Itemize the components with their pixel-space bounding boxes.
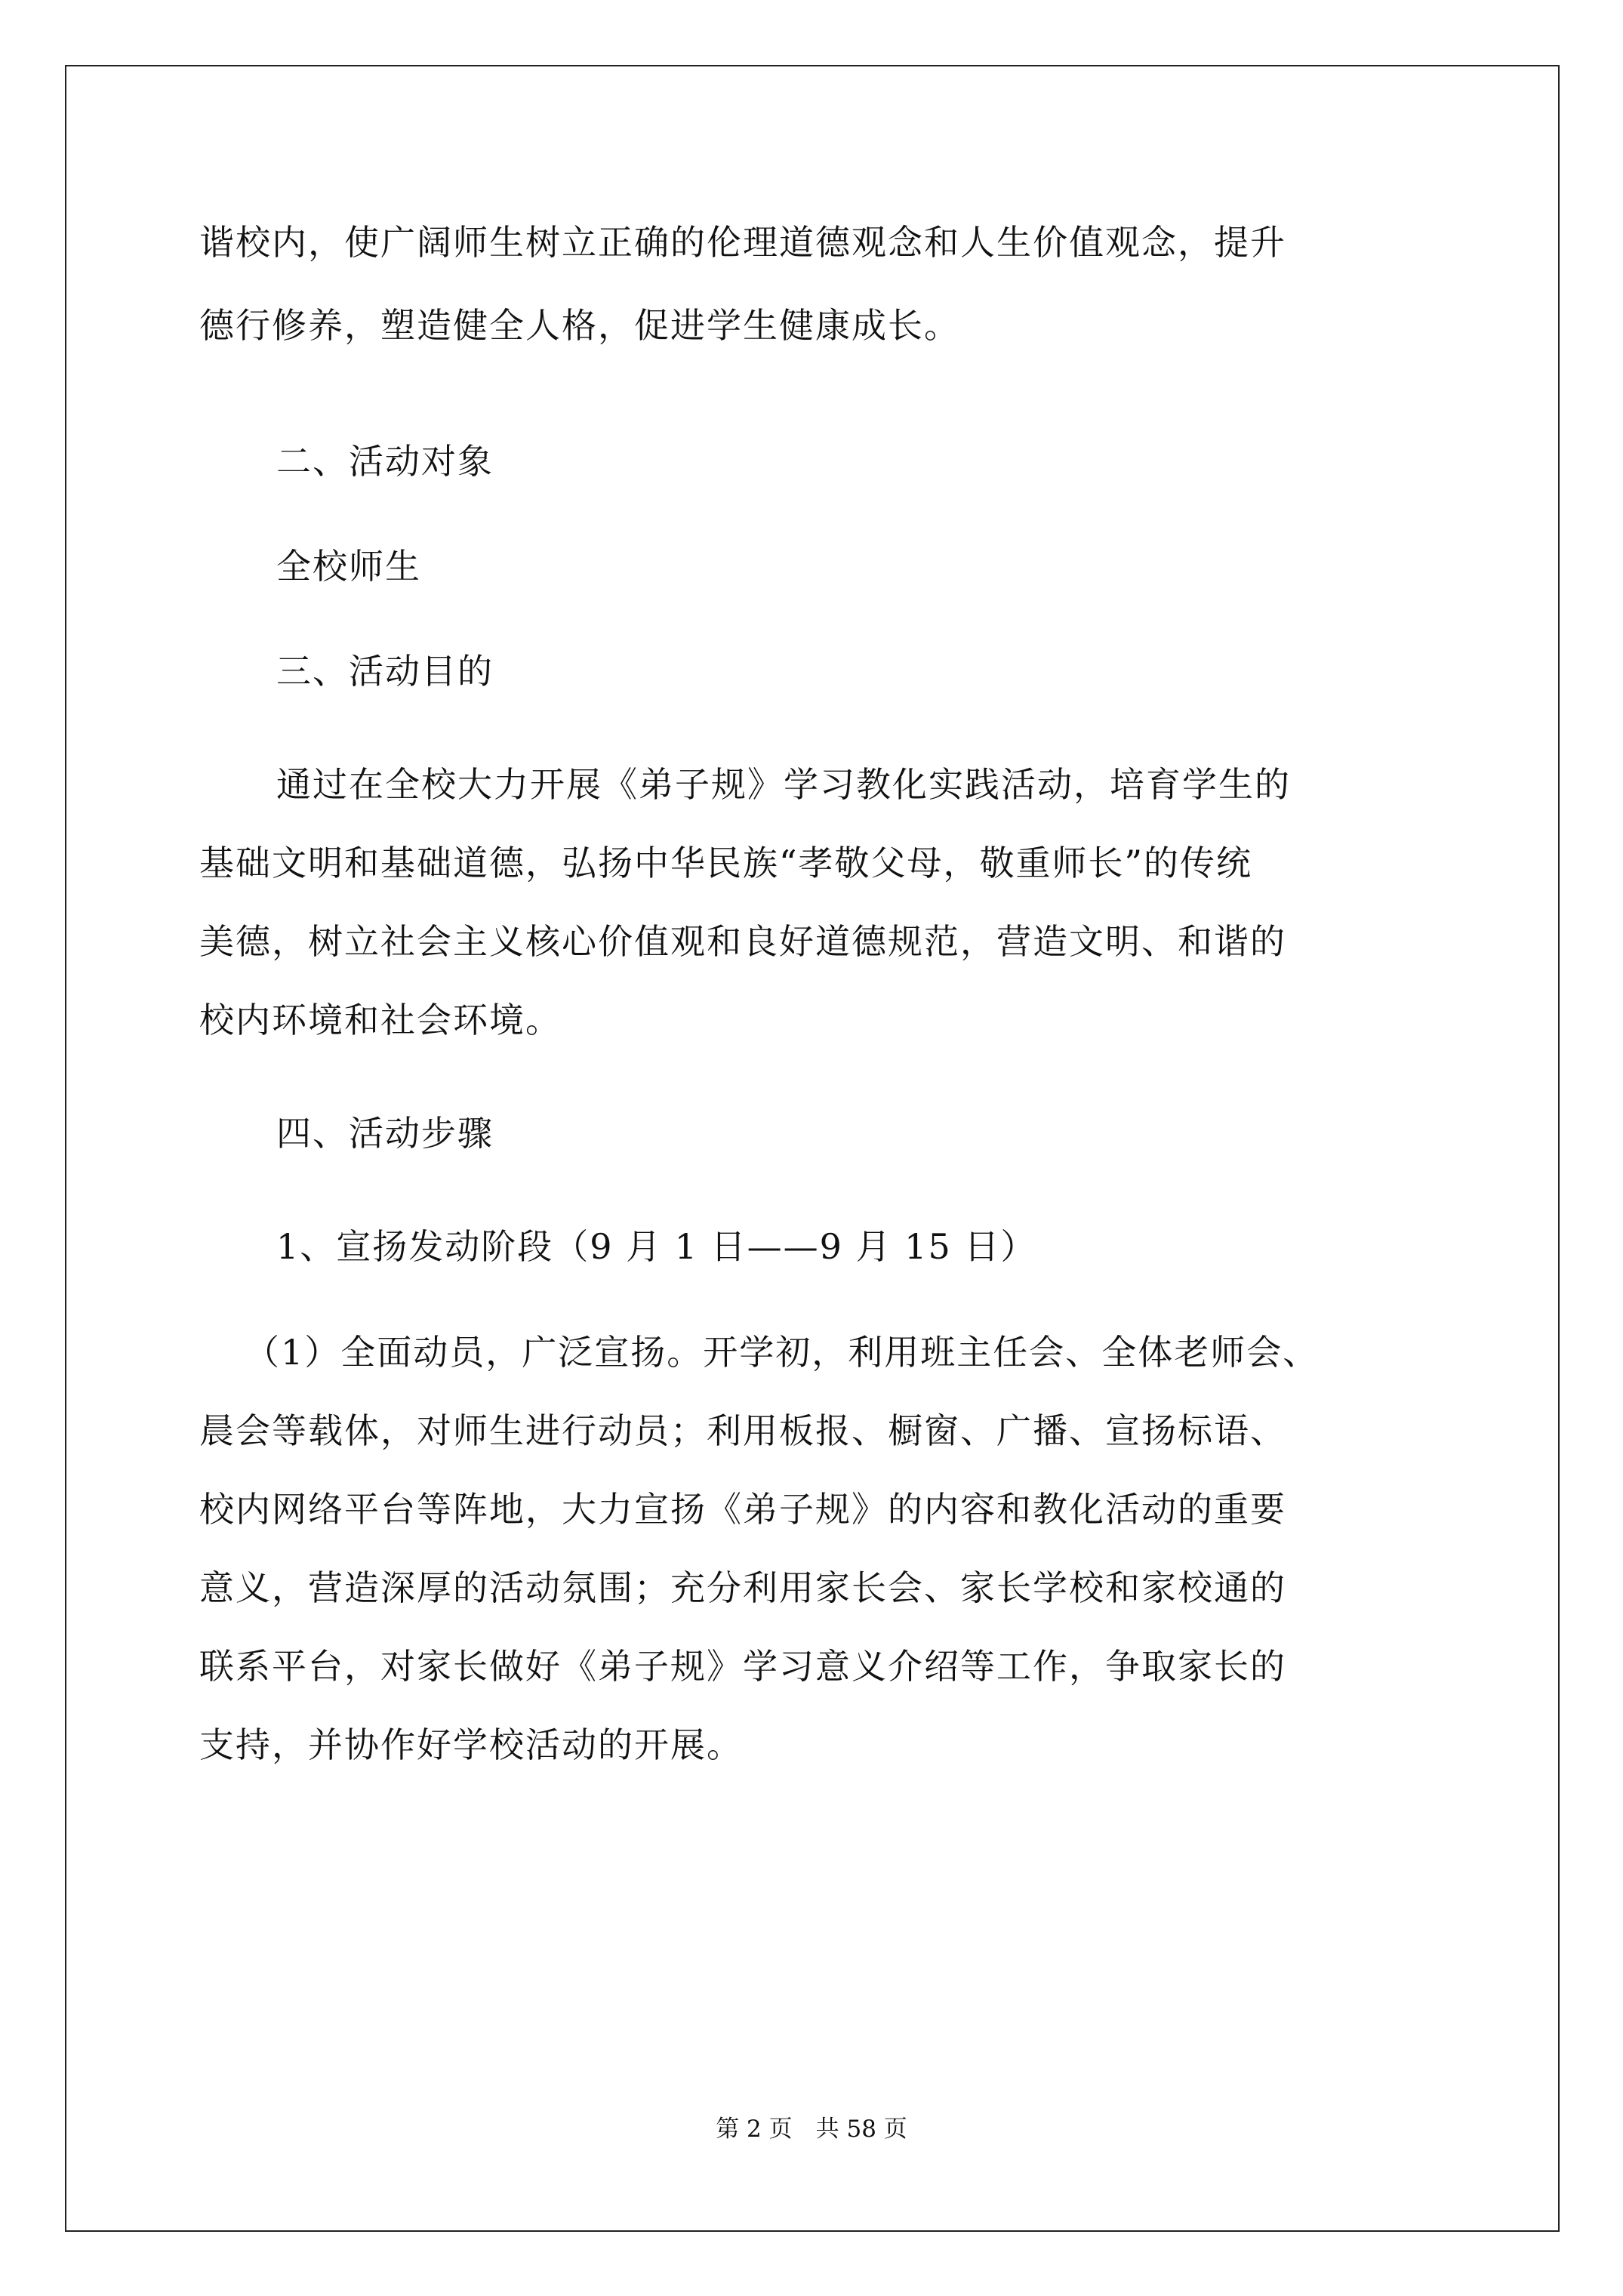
text-line: 意义，营造深厚的活动氛围；充分利用家长会、家长学校和家校通的 — [199, 1567, 1286, 1608]
section-heading: 三、活动目的 — [276, 651, 494, 692]
section-heading: 四、活动步骤 — [276, 1113, 494, 1154]
text-line: 校内网络平台等阵地，大力宣扬《弟子规》的内容和教化活动的重要 — [199, 1489, 1286, 1530]
text-line: 基础文明和基础道德，弘扬中华民族“孝敬父母，敬重师长”的传统 — [199, 843, 1253, 883]
text-line: 德行修养，塑造健全人格，促进学生健康成长。 — [199, 305, 960, 346]
text-line: 谐校内，使广阔师生树立正确的伦理道德观念和人生价值观念，提升 — [199, 222, 1286, 263]
page-number: 第 2 页 共 58 页 — [716, 2116, 907, 2143]
text-line: 校内环境和社会环境。 — [199, 1000, 562, 1040]
text-line: 美德，树立社会主义核心价值观和良好道德规范，营造文明、和谐的 — [199, 921, 1286, 962]
text-line: 晨会等载体，对师生进行动员；利用板报、橱窗、广播、宣扬标语、 — [199, 1410, 1286, 1451]
text-line: 支持，并协作好学校活动的开展。 — [199, 1724, 743, 1765]
text-line: （1）全面动员，广泛宣扬。开学初，利用班主任会、全体老师会、 — [245, 1332, 1320, 1373]
text-line: 通过在全校大力开展《弟子规》学习教化实践活动，培育学生的 — [276, 764, 1291, 805]
subsection-heading: 1、宣扬发动阶段（9 月 1 日——9 月 15 日） — [276, 1226, 1037, 1267]
section-heading: 二、活动对象 — [276, 441, 494, 482]
text-line: 全校师生 — [276, 546, 421, 587]
text-line: 联系平台，对家长做好《弟子规》学习意义介绍等工作，争取家长的 — [199, 1646, 1286, 1687]
